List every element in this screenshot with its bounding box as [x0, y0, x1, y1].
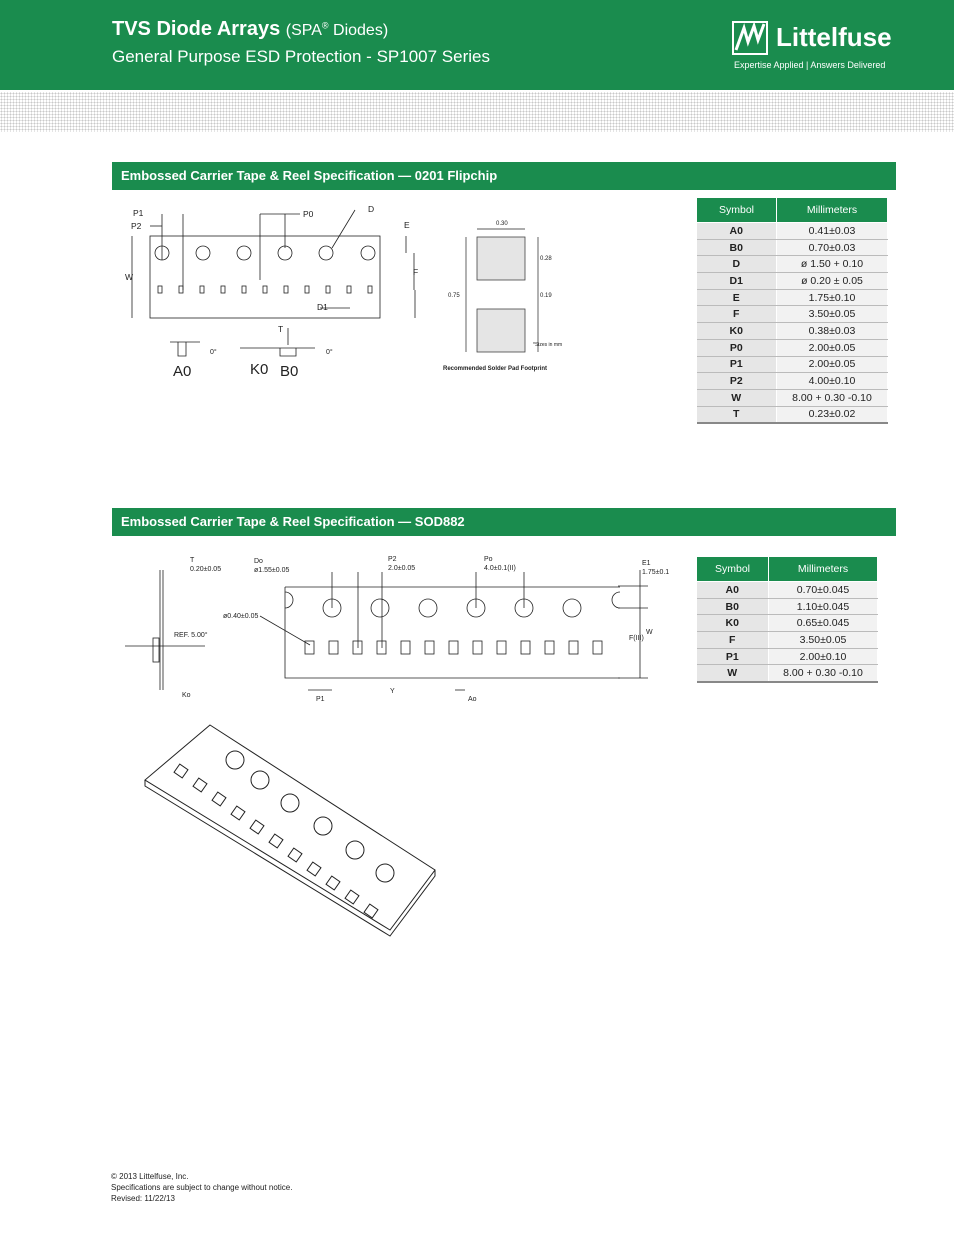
- svg-text:T: T: [278, 324, 284, 334]
- svg-text:Do: Do: [254, 558, 263, 565]
- svg-text:E1: E1: [642, 560, 651, 567]
- svg-text:P1: P1: [316, 696, 325, 703]
- logo-mark-icon: [732, 20, 770, 58]
- copyright: © 2013 Littelfuse, Inc.: [111, 1172, 189, 1181]
- svg-text:0°: 0°: [210, 349, 217, 356]
- svg-text:D1: D1: [317, 302, 328, 312]
- col-header-millimeters: Millimeters: [769, 557, 878, 582]
- svg-text:E: E: [404, 220, 410, 230]
- spec-notice: Specifications are subject to change without notice.: [111, 1183, 293, 1192]
- table-row: P1 2.00±0.05: [697, 356, 888, 373]
- svg-text:0.28: 0.28: [540, 256, 552, 262]
- table-row: P2 4.00±0.10: [697, 373, 888, 390]
- table-row: K0 0.38±0.03: [697, 323, 888, 340]
- doc-title: TVS Diode Arrays (SPA® Diodes): [112, 18, 389, 40]
- table-row: W 8.00 + 0.30 -0.10: [697, 389, 888, 406]
- svg-text:P2: P2: [388, 556, 397, 563]
- section-title-sod882: Embossed Carrier Tape & Reel Specification — SOD882: [112, 508, 896, 536]
- svg-text:P2: P2: [131, 221, 142, 231]
- svg-text:1.75±0.1: 1.75±0.1: [642, 569, 670, 576]
- tape-diagram-sod882: [120, 550, 680, 710]
- svg-text:0°: 0°: [326, 349, 333, 356]
- spec-table-sod882: [696, 556, 878, 683]
- table-row: W 8.00 + 0.30 -0.10: [697, 665, 878, 682]
- page-footer: [111, 1171, 292, 1204]
- svg-text:0.75: 0.75: [448, 293, 460, 299]
- col-header-symbol: Symbol: [697, 198, 777, 223]
- svg-text:Y: Y: [390, 688, 395, 695]
- doc-subtitle: General Purpose ESD Protection - SP1007 Series: [112, 47, 490, 66]
- table-row: K0 0.65±0.045: [697, 615, 878, 632]
- section-title-0201: Embossed Carrier Tape & Reel Specification — 0201 Flipchip: [112, 162, 896, 190]
- littelfuse-logo: [732, 20, 892, 70]
- table-row: A0 0.41±0.03: [697, 223, 888, 240]
- table-row: B0 1.10±0.045: [697, 598, 878, 615]
- svg-text:2.0±0.05: 2.0±0.05: [388, 565, 416, 572]
- svg-text:D: D: [368, 204, 375, 214]
- tape-diagram-0201: [120, 200, 419, 385]
- svg-text:K0: K0: [250, 361, 269, 378]
- svg-text:0.20±0.05: 0.20±0.05: [190, 566, 222, 573]
- svg-text:Ao: Ao: [468, 696, 477, 703]
- svg-text:ø1.55±0.05: ø1.55±0.05: [254, 567, 290, 574]
- svg-text:ø0.40±0.05: ø0.40±0.05: [223, 613, 259, 620]
- svg-text:Recommended Solder Pad Footpri: Recommended Solder Pad Footprint: [443, 366, 548, 372]
- table-row: A0 0.70±0.045: [697, 582, 878, 599]
- svg-text:F: F: [413, 267, 419, 277]
- table-row: F 3.50±0.05: [697, 632, 878, 649]
- svg-text:Ko: Ko: [182, 692, 191, 699]
- svg-text:Po: Po: [484, 556, 493, 563]
- svg-text:W: W: [125, 272, 134, 282]
- col-header-symbol: Symbol: [697, 557, 769, 582]
- spec-table-0201: [696, 197, 888, 424]
- table-row: B0 0.70±0.03: [697, 239, 888, 256]
- table-row: F 3.50±0.05: [697, 306, 888, 323]
- svg-text:B0: B0: [280, 363, 299, 380]
- svg-text:REF. 5.00°: REF. 5.00°: [174, 632, 208, 639]
- logo-name: Littelfuse: [776, 22, 892, 52]
- table-row: D ø 1.50 + 0.10: [697, 256, 888, 273]
- tape-perspective-illustration: [140, 720, 440, 940]
- table-row: P0 2.00±0.05: [697, 339, 888, 356]
- solder-pad-footprint: [440, 215, 590, 375]
- page-header: [0, 0, 954, 90]
- col-header-millimeters: Millimeters: [777, 198, 888, 223]
- svg-text:4.0±0.1(II): 4.0±0.1(II): [484, 565, 516, 572]
- table-row: D1 ø 0.20 ± 0.05: [697, 273, 888, 290]
- table-row: P1 2.00±0.10: [697, 648, 878, 665]
- svg-text:W: W: [646, 629, 653, 636]
- svg-text:T: T: [190, 557, 195, 564]
- svg-text:F(III): F(III): [629, 635, 644, 642]
- svg-text:P1: P1: [133, 208, 144, 218]
- svg-text:A0: A0: [173, 363, 192, 380]
- doc-title-paren: (SPA® Diodes): [285, 20, 389, 39]
- table-row: E 1.75±0.10: [697, 289, 888, 306]
- svg-text:0.30: 0.30: [496, 221, 508, 227]
- svg-text:0.19: 0.19: [540, 293, 552, 299]
- decorative-dot-band: [0, 92, 954, 132]
- svg-text:*Sizes in mm: *Sizes in mm: [533, 342, 563, 348]
- table-row: T 0.23±0.02: [697, 406, 888, 423]
- logo-tagline: Expertise Applied | Answers Delivered: [734, 60, 886, 70]
- svg-text:P0: P0: [303, 209, 314, 219]
- revision-date: Revised: 11/22/13: [111, 1194, 175, 1203]
